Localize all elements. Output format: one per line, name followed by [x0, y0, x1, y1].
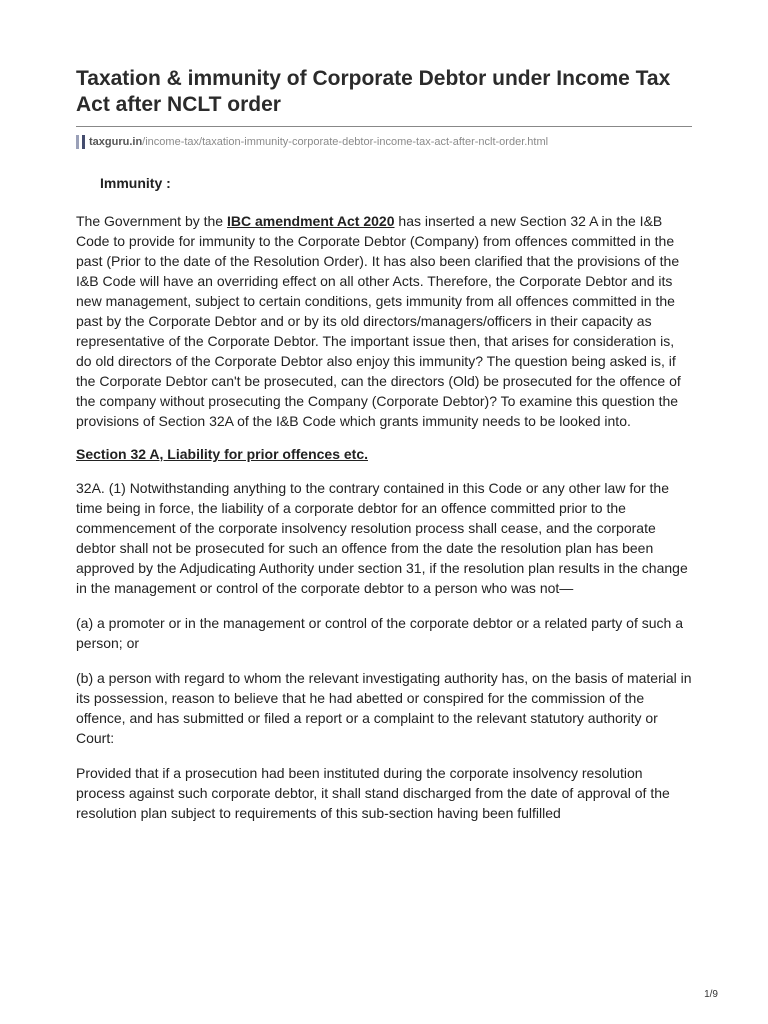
ibc-amendment-link[interactable]: IBC amendment Act 2020 — [226, 213, 395, 229]
source-url[interactable] — [76, 133, 692, 151]
paragraph-32a-1: 32A. (1) Notwithstanding anything to the contrary contained in this Code or any other law for the time being in force, the liability of a corporate debtor for an offence committed prior to the commencement of the corporate insolvency resolution process shall cease, and the corporate debtor shall not be prosecuted for such an offence from the date the resolution plan has been approved by the Adjudicating Authority under section 31, if the resolution plan results in the change in the management or control of the corporate debtor to a person who was not— — [76, 480, 688, 596]
section-32a-heading: Section 32 A, Liability for prior offences etc. — [76, 446, 368, 462]
article-page — [76, 66, 692, 823]
paragraph-clause-b: (b) a person with regard to whom the relevant investigating authority has, on the basis of material in its possession, reason to believe that he had abetted or conspired for the commission of the offence, and has submitted or filed a report or a complaint to the relevant statutory authority or Court: — [76, 670, 692, 746]
page-number: 1/9 — [704, 989, 718, 1000]
paragraph-intro-rest: has inserted a new Section 32 A in the I&B Code to provide for immunity to the Corporate Debtor (Company) from offences committed in the past (Prior to the date of the Resolution Order). It has also been clarified that the provisions of the I&B Code will have an overriding effect on all other Acts. Therefore, the Corporate Debtor and its new management, subject to certain conditions, gets immunity from all offences committed in the past by the Corporate Debtor and or by its old directors/managers/officers in their capacity as representative of the Corporate Debtor. The important issue then, that arises for consideration is, do old directors of the Corporate Debtor also enjoy this immunity? The question being asked is, if the Corporate Debtor can't be prosecuted, can the directors (Old) be prosecuted for the offence of the company without prosecuting the Company (Corporate Debtor)? To examine this question the provisions of Section 32A of the I&B Code which grants immunity needs to be looked into. — [76, 213, 681, 429]
paragraph-proviso: Provided that if a prosecution had been instituted during the corporate insolvency resolution process against such corporate debtor, it shall stand discharged from the date of approval of the resolution plan subject to requirements of this sub-section having been fulfilled — [76, 765, 670, 821]
source-domain[interactable]: taxguru.in — [89, 136, 143, 148]
paragraph-clause-a: (a) a promoter or in the management or control of the corporate debtor or a related party of such a person; or — [76, 615, 683, 651]
taxguru-favicon-icon — [76, 135, 85, 149]
immunity-heading: Immunity : — [100, 175, 171, 191]
article-title: Taxation & immunity of Corporate Debtor under Income Tax Act after NCLT order — [76, 67, 671, 116]
paragraph-intro — [76, 211, 692, 431]
source-path[interactable]: /income-tax/taxation-immunity-corporate-debtor-income-tax-act-after-nclt-order.html — [142, 136, 549, 148]
title-divider — [76, 126, 692, 127]
paragraph-intro-prefix: The Government by the — [76, 213, 227, 229]
